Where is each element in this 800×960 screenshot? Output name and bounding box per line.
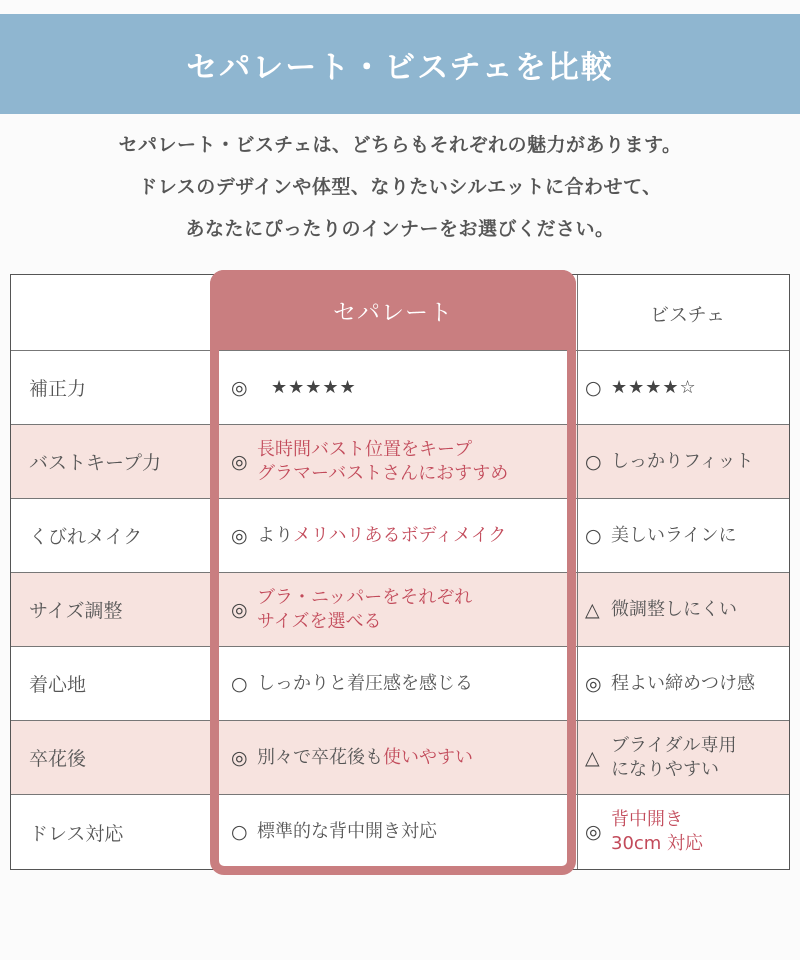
- bustier-cell: [585, 647, 791, 720]
- bustier-cell: [585, 425, 791, 498]
- text-line: 長時間バスト位置をキープ: [257, 438, 473, 460]
- plain-text: より: [257, 524, 293, 546]
- highlight-text: 使いやすい: [383, 746, 473, 768]
- row-label: 卒花後: [29, 748, 87, 770]
- intro-line: あなたにぴったりのインナーをお選びください。: [185, 218, 615, 240]
- star-rating: ★★★★☆: [611, 377, 697, 398]
- text-line: になりやすい: [611, 758, 719, 780]
- rating-mark: ◎: [231, 524, 248, 547]
- rating-mark: ◎: [231, 598, 248, 621]
- bustier-text: 程よい締めつけ感: [611, 672, 755, 694]
- row-label: サイズ調整: [29, 600, 123, 622]
- row-label: ドレス対応: [29, 822, 124, 845]
- row-label: バストキープ力: [29, 452, 162, 474]
- rating-mark: ◎: [231, 746, 248, 769]
- rating-mark: ◎: [585, 821, 602, 843]
- bustier-cell: [585, 499, 791, 572]
- bustier-text: [611, 808, 703, 856]
- row-label: 着心地: [29, 674, 87, 696]
- bustier-text: しっかりフィット: [611, 450, 754, 472]
- header-bustier: ビスチェ: [649, 303, 726, 326]
- text-line: グラマーバストさんにおすすめ: [257, 462, 509, 484]
- page-title: セパレート・ビスチェを比較: [186, 49, 614, 86]
- row-label: 補正力: [29, 378, 87, 400]
- rating-mark: ○: [231, 821, 248, 843]
- row-label: くびれメイク: [29, 526, 143, 548]
- header-separate: セパレート: [210, 270, 576, 350]
- rating-mark: ◎: [231, 376, 248, 399]
- text-line: 背中開き: [611, 809, 683, 830]
- text-line: 30cm 対応: [611, 833, 704, 854]
- plain-text: 別々で卒花後も: [257, 746, 383, 768]
- separate-text: しっかりと着圧感を感じる: [257, 672, 473, 694]
- rating-mark: ◎: [585, 672, 602, 695]
- intro-text: [0, 124, 800, 250]
- rating-mark: ○: [585, 524, 602, 547]
- rating-mark: ○: [585, 450, 602, 473]
- star-rating: ★★★★★: [271, 377, 357, 398]
- text-line: ブライダル専用: [611, 734, 737, 756]
- rating-mark: ◎: [231, 450, 248, 473]
- intro-line: ドレスのデザインや体型、なりたいシルエットに合わせて、: [138, 176, 662, 198]
- text-line: サイズを選べる: [257, 610, 382, 632]
- title-banner: [0, 14, 800, 114]
- bustier-cell: [585, 573, 791, 646]
- bustier-cell: [585, 795, 791, 869]
- rating-mark: △: [585, 598, 600, 621]
- rating-mark: ○: [585, 376, 602, 399]
- separate-text: 標準的な背中開き対応: [257, 821, 437, 842]
- col-divider: [577, 275, 578, 869]
- highlight-text: メリハリあるボディメイク: [293, 524, 507, 546]
- separate-column-highlight: [210, 270, 576, 875]
- bustier-cell: [585, 351, 791, 424]
- bustier-cell: [585, 721, 791, 794]
- intro-line: セパレート・ビスチェは、どちらもそれぞれの魅力があります。: [118, 134, 682, 156]
- rating-mark: △: [585, 746, 600, 769]
- bustier-text: [611, 734, 736, 782]
- text-line: ブラ・ニッパーをそれぞれ: [257, 586, 473, 608]
- rating-mark: ○: [231, 672, 248, 695]
- bustier-text: 微調整しにくい: [611, 598, 737, 620]
- bustier-text: 美しいラインに: [611, 524, 737, 546]
